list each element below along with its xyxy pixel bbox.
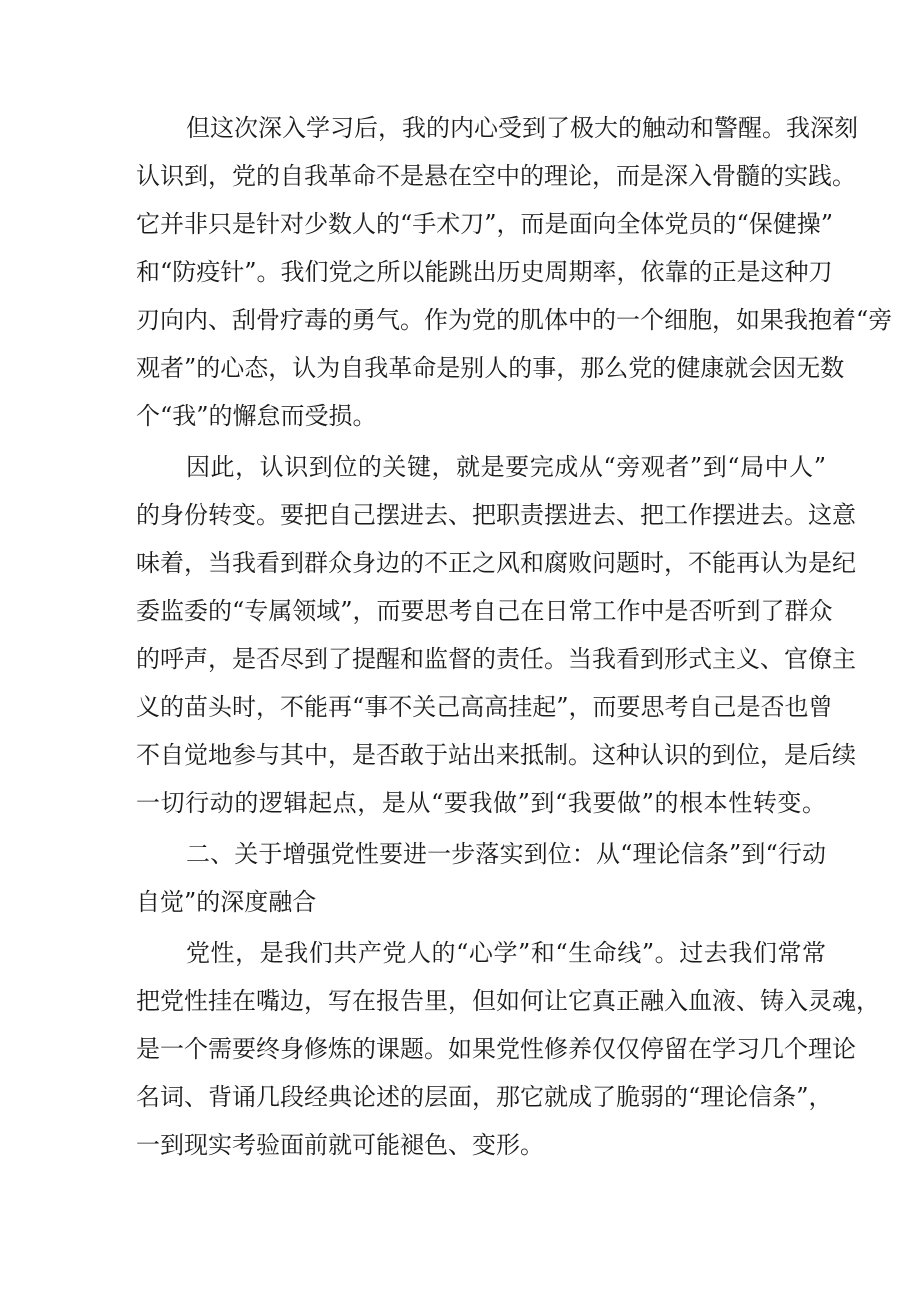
paragraph-1-line-5: 刃向内、刮骨疗毒的勇气。作为党的肌体中的一个细胞，如果我抱着“旁 [136,306,893,334]
paragraph-1-line-7: 个“我”的懈怠而受损。 [136,402,377,430]
paragraph-2-line-7: 不自觉地参与其中，是否敢于站出来抵制。这种认识的到位，是后续 [136,741,856,769]
paragraph-3-line-5: 一到现实考验面前就可能褪色、变形。 [136,1131,544,1159]
paragraph-2-line-1: 因此，认识到位的关键，就是要完成从“旁观者”到“局中人” [186,453,826,481]
section-heading-line-2: 自觉”的深度融合 [136,888,317,916]
paragraph-2-line-5: 的呼声，是否尽到了提醒和监督的责任。当我看到形式主义、官僚主 [136,645,856,673]
paragraph-1-line-3: 它并非只是针对少数人的“手术刀”，而是面向全体党员的“保健操” [136,210,834,238]
paragraph-3-line-4: 名词、背诵几段经典论述的层面，那它就成了脆弱的“理论信条”， [136,1083,833,1111]
paragraph-1-line-4: 和“防疫针”。我们党之所以能跳出历史周期率，依靠的正是这种刀 [136,258,833,286]
paragraph-3-line-1: 党性，是我们共产党人的“心学”和“生命线”。过去我们常常 [186,939,826,967]
paragraph-2-line-3: 味着，当我看到群众身边的不正之风和腐败问题时，不能再认为是纪 [136,549,856,577]
paragraph-2-line-2: 的身份转变。要把自己摆进去、把职责摆进去、把工作摆进去。这意 [136,501,856,529]
paragraph-1-line-6: 观者”的心态，认为自我革命是别人的事，那么党的健康就会因无数 [136,354,845,382]
paragraph-2-line-6: 义的苗头时，不能再“事不关己高高挂起”，而要思考自己是否也曾 [136,693,833,721]
paragraph-3-line-2: 把党性挂在嘴边，写在报告里，但如何让它真正融入血液、铸入灵魂， [136,987,880,1015]
paragraph-3-line-3: 是一个需要终身修炼的课题。如果党性修养仅仅停留在学习几个理论 [136,1035,856,1063]
section-heading-line-1: 二、关于增强党性要进一步落实到位：从“理论信条”到“行动 [186,840,826,868]
paragraph-2-line-8: 一切行动的逻辑起点，是从“要我做”到“我要做”的根本性转变。 [136,789,826,817]
paragraph-1-line-2: 认识到，党的自我革命不是悬在空中的理论，而是深入骨髓的实践。 [136,162,856,190]
paragraph-1-line-1: 但这次深入学习后，我的内心受到了极大的触动和警醒。我深刻 [186,114,858,142]
paragraph-2-line-4: 委监委的“专属领域”，而要思考自己在日常工作中是否听到了群众 [136,597,833,625]
